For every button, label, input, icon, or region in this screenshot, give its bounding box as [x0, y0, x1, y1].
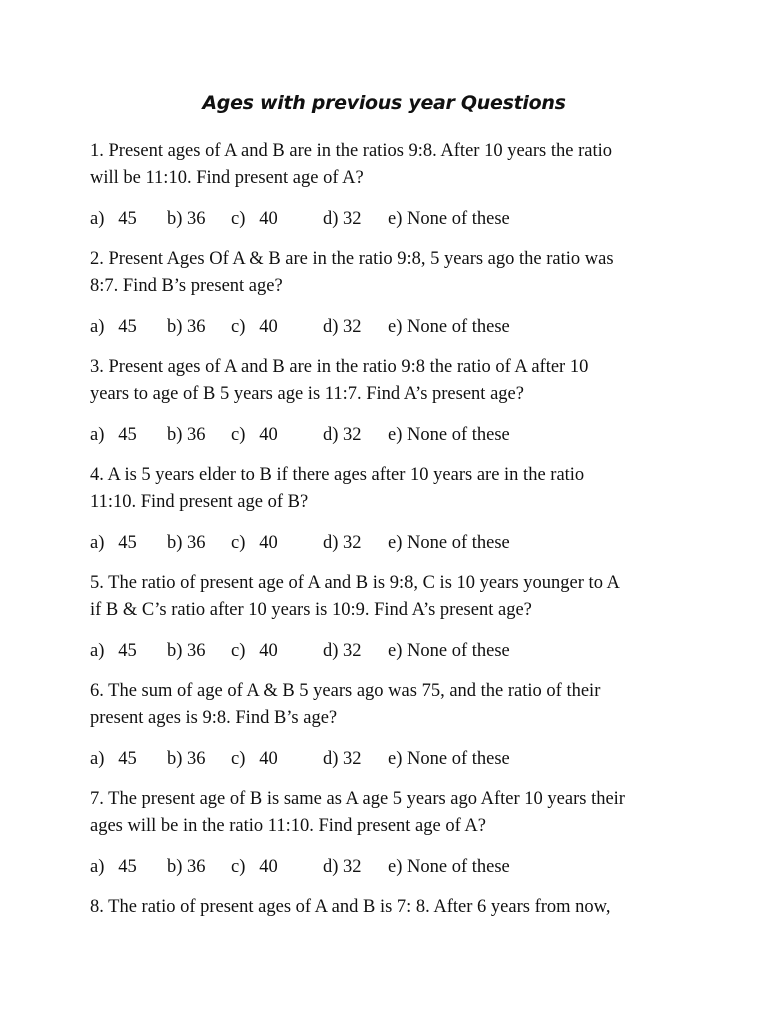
question-1	[90, 138, 690, 192]
options-row-7	[90, 855, 690, 879]
options-row-3	[90, 423, 690, 447]
page-title: Ages with previous year Questions	[202, 92, 566, 114]
option-e: e) None of these	[388, 209, 510, 229]
option-e: e) None of these	[388, 533, 510, 553]
options-row-6	[90, 747, 690, 771]
question-text-line: years to age of B 5 years age is 11:7. Find A’s present age?	[90, 384, 524, 404]
option-e: e) None of these	[388, 317, 510, 337]
option-b: b) 36	[167, 641, 206, 661]
question-6	[90, 678, 690, 732]
question-4	[90, 462, 690, 516]
option-a: a) 45	[90, 425, 137, 445]
question-text-line: 6. The sum of age of A & B 5 years ago was 75, and the ratio of their	[90, 681, 601, 701]
question-text-line: 7. The present age of B is same as A age 5 years ago After 10 years their	[90, 789, 625, 809]
question-3	[90, 354, 690, 408]
question-text-line: 3. Present ages of A and B are in the ratio 9:8 the ratio of A after 10	[90, 357, 589, 377]
option-c: c) 40	[231, 533, 278, 553]
option-d: d) 32	[323, 533, 362, 553]
options-row-1	[90, 207, 690, 231]
option-e: e) None of these	[388, 857, 510, 877]
option-a: a) 45	[90, 533, 137, 553]
option-b: b) 36	[167, 533, 206, 553]
options-row-4	[90, 531, 690, 555]
question-text-line: 1. Present ages of A and B are in the ratios 9:8. After 10 years the ratio	[90, 141, 612, 161]
question-7	[90, 786, 690, 840]
question-text-line: ages will be in the ratio 11:10. Find present age of A?	[90, 816, 486, 836]
option-b: b) 36	[167, 209, 206, 229]
question-text-line: 11:10. Find present age of B?	[90, 492, 309, 512]
question-text-line: 2. Present Ages Of A & B are in the ratio 9:8, 5 years ago the ratio was	[90, 249, 614, 269]
option-c: c) 40	[231, 749, 278, 769]
option-d: d) 32	[323, 749, 362, 769]
options-row-2	[90, 315, 690, 339]
option-a: a) 45	[90, 641, 137, 661]
options-row-5	[90, 639, 690, 663]
option-c: c) 40	[231, 425, 278, 445]
option-d: d) 32	[323, 425, 362, 445]
option-e: e) None of these	[388, 641, 510, 661]
question-5	[90, 570, 690, 624]
option-c: c) 40	[231, 641, 278, 661]
option-d: d) 32	[323, 641, 362, 661]
option-a: a) 45	[90, 209, 137, 229]
option-c: c) 40	[231, 209, 278, 229]
question-text-line: 5. The ratio of present age of A and B is 9:8, C is 10 years younger to A	[90, 573, 620, 593]
question-text-line: 8:7. Find B’s present age?	[90, 276, 283, 296]
option-c: c) 40	[231, 857, 278, 877]
option-b: b) 36	[167, 857, 206, 877]
option-a: a) 45	[90, 857, 137, 877]
option-b: b) 36	[167, 749, 206, 769]
option-d: d) 32	[323, 317, 362, 337]
question-text-line: 8. The ratio of present ages of A and B is 7: 8. After 6 years from now,	[90, 897, 611, 917]
option-e: e) None of these	[388, 425, 510, 445]
option-d: d) 32	[323, 857, 362, 877]
question-text-line: if B & C’s ratio after 10 years is 10:9. Find A’s present age?	[90, 600, 532, 620]
option-c: c) 40	[231, 317, 278, 337]
question-text-line: 4. A is 5 years elder to B if there ages after 10 years are in the ratio	[90, 465, 585, 485]
option-a: a) 45	[90, 749, 137, 769]
question-text-line: present ages is 9:8. Find B’s age?	[90, 708, 338, 728]
option-e: e) None of these	[388, 749, 510, 769]
question-text-line: will be 11:10. Find present age of A?	[90, 168, 364, 188]
option-b: b) 36	[167, 425, 206, 445]
option-a: a) 45	[90, 317, 137, 337]
question-2	[90, 246, 690, 300]
question-8	[90, 894, 690, 921]
option-d: d) 32	[323, 209, 362, 229]
option-b: b) 36	[167, 317, 206, 337]
